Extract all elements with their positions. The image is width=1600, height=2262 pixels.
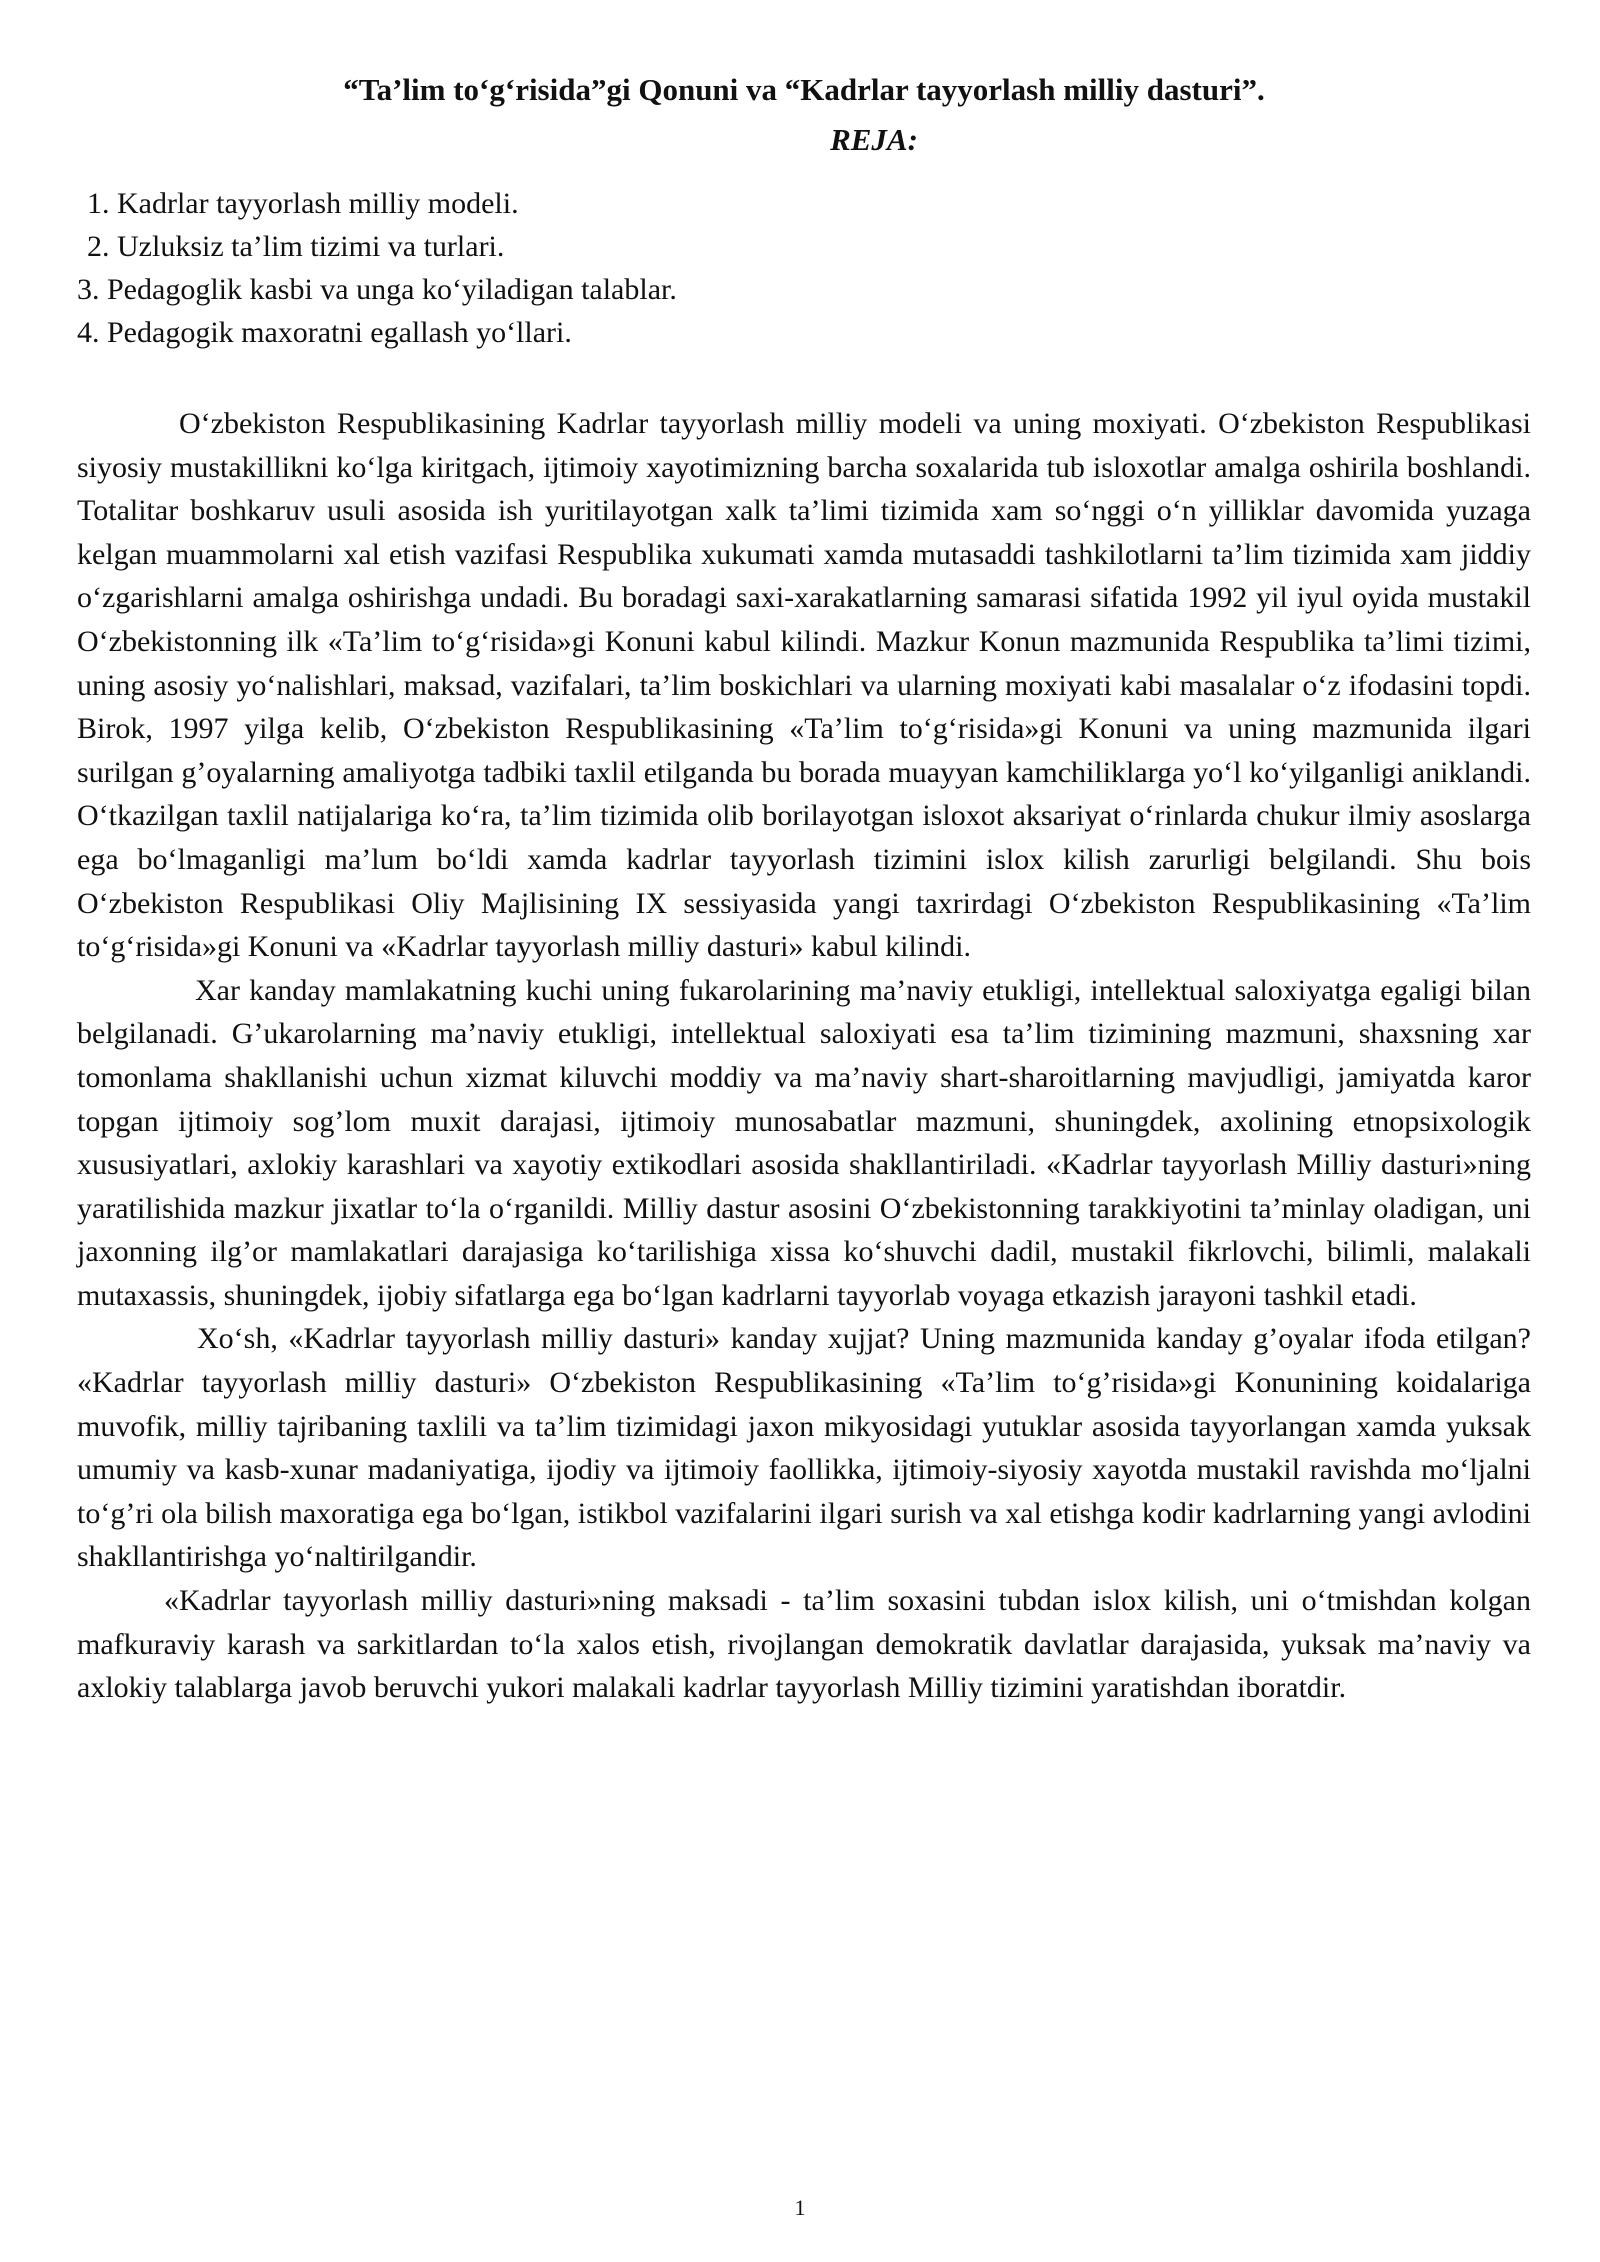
page-number: 1 [794, 2195, 806, 2220]
plan-list [77, 182, 1531, 354]
plan-item: 4. Pedagogik maxoratni egallash yo‘llari. [77, 316, 572, 349]
paragraph: O‘zbekiston Respublikasining Kadrlar tayyorlash milliy modeli va uning moxiyati. O‘zbekiston Respublikasi siyosiy mustakillikni ko‘lga kiritgach, ijtimoiy xayotimizning barcha soxalarida tub isloxotlar amalga oshirila boshlandi. Totalitar boshkaruv usuli asosida ish yuritilayotgan xalk ta’limi tizimida xam so‘nggi o‘n yilliklar davomida yuzaga kelgan muammolarni xal etish vazifasi Respublika xukumati xamda mutasaddi tashkilotlarni ta’lim tizimida xam jiddiy o‘zgarishlarni amalga oshirishga undadi. Bu boradagi saxi-xarakatlarning samarasi sifatida 1992 yil iyul oyida mustakil O‘zbekistonning ilk «Ta’lim to‘g‘risida»gi Konuni kabul kilindi. Mazkur Konun mazmunida Respublika ta’limi tizimi, uning asosiy yo‘nalishlari, maksad, vazifalari, ta’lim boskichlari va ularning moxiyati kabi masalalar o‘z ifodasini topdi. Birok, 1997 yilga kelib, O‘zbekiston Respublikasining «Ta’lim to‘g‘risida»gi Konuni va uning mazmunida ilgari surilgan g’oyalarning amaliyotga tadbiki taxlil etilganda bu borada muayyan kamchiliklarga yo‘l ko‘yilganligi aniklandi. O‘tkazilgan taxlil natijalariga ko‘ra, ta’lim tizimida olib borilayotgan isloxot aksariyat o‘rinlarda chukur ilmiy asoslarga ega bo‘lmaganligi ma’lum bo‘ldi xamda kadrlar tayyorlash tizimini islox kilish zarurligi belgilandi. Shu bois O‘zbekiston Respublikasi Oliy Majlisining IX sessiyasida yangi taxrirdagi O‘zbekiston Respublikasining «Ta’lim to‘g‘risida»gi Konuni va «Kadrlar tayyorlash milliy dasturi» kabul kilindi. [77, 407, 1531, 964]
plan-item: 1. Kadrlar tayyorlash milliy modeli. [87, 187, 519, 220]
plan-item: 3. Pedagoglik kasbi va unga ko‘yiladigan talablar. [77, 273, 677, 306]
document-title: “Ta’lim to‘g‘risida”gi Qonuni va “Kadrlar tayyorlash milliy dasturi”. [343, 72, 1265, 107]
paragraph: Xar kanday mamlakatning kuchi uning fukarolarining ma’naviy etukligi, intellektual saloxiyatga egaligi bilan belgilanadi. G’ukarolarning ma’naviy etukligi, intellektual saloxiyati esa ta’lim tizimining mazmuni, shaxsning xar tomonlama shakllanishi uchun xizmat kiluvchi moddiy va ma’naviy shart-sharoitlarning mavjudligi, jamiyatda karor topgan ijtimoiy sog’lom muxit darajasi, ijtimoiy munosabatlar mazmuni, shuningdek, axolining etnopsixologik xususiyatlari, axlokiy karashlari va xayotiy extikodlari asosida shakllantiriladi. «Kadrlar tayyorlash Milliy dasturi»ning yaratilishida mazkur jixatlar to‘la o‘rganildi. Milliy dastur asosini O‘zbekistonning tarakkiyotini ta’minlay oladigan, uni jaxonning ilg’or mamlakatlari darajasiga ko‘tarilishiga xissa ko‘shuvchi dadil, mustakil fikrlovchi, bilimli, malakali mutaxassis, shuningdek, ijobiy sifatlarga ega bo‘lgan kadrlarni tayyorlab voyaga etkazish jarayoni tashkil etadi. [77, 973, 1531, 1312]
plan-heading: REJA: [830, 122, 918, 157]
body-text [77, 402, 1531, 1710]
paragraph: Xo‘sh, «Kadrlar tayyorlash milliy dasturi» kanday xujjat? Uning mazmunida kanday g’oyalar ifoda etilgan? «Kadrlar tayyorlash milliy dasturi» O‘zbekiston Respublikasining «Ta’lim to‘g’risida»gi Konunining koidalariga muvofik, milliy tajribaning taxlili va ta’lim tizimidagi jaxon mikyosidagi yutuklar asosida tayyorlangan xamda yuksak umumiy va kasb-xunar madaniyatiga, ijodiy va ijtimoiy faollikka, ijtimoiy-siyosiy xayotda mustakil ravishda mo‘ljalni to‘g’ri ola bilish maxoratiga ega bo‘lgan, istikbol vazifalarini ilgari surish va xal etishga kodir kadrlarning yangi avlodini shakllantirishga yo‘naltirilgandir. [77, 1322, 1531, 1574]
plan-item: 2. Uzluksiz ta’lim tizimi va turlari. [87, 230, 505, 263]
paragraph: «Kadrlar tayyorlash milliy dasturi»ning maksadi - ta’lim soxasini tubdan islox kilish, uni o‘tmishdan kolgan mafkuraviy karash va sarkitlardan to‘la xalos etish, rivojlangan demokratik davlatlar darajasida, yuksak ma’naviy va axlokiy talablarga javob beruvchi yukori malakali kadrlar tayyorlash Milliy tizimini yaratishdan iboratdir. [77, 1584, 1531, 1705]
document-page [77, 70, 1531, 1710]
